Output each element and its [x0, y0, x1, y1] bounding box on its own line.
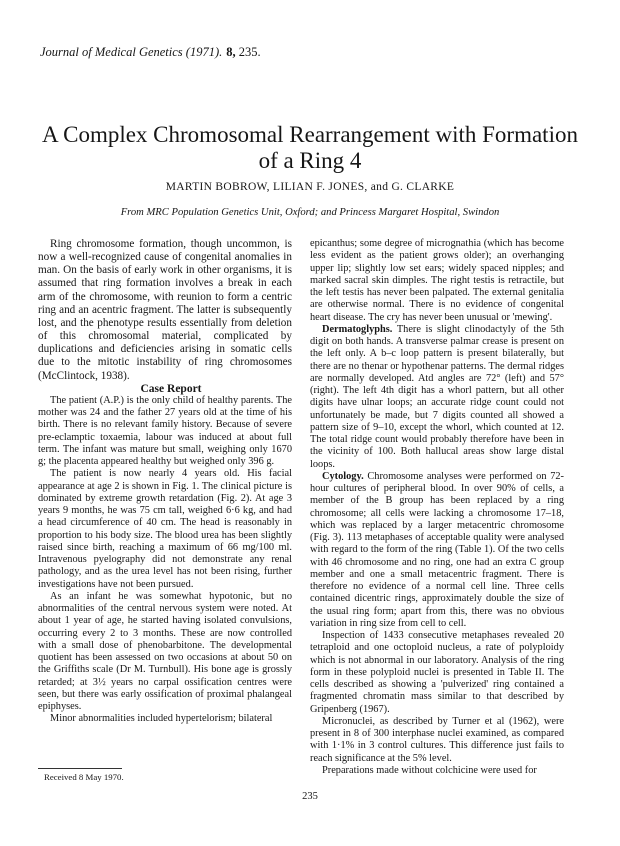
- run-in-heading-dermatoglyphs: Dermatoglyphs.: [322, 323, 393, 335]
- body-paragraph: As an infant he was somewhat hypotonic, but no abnormalities of the central nervous system were noted. At about 1 year of age, he started having isolated convulsions, occurring every 2 to 3 months. These are now controlled with a small dose of phenobarbitone. The developmental quotient has been assessed on two occasions at about 50 on the Griffiths scale (Dr M. Turnbull). His bone age is grossly retarded; at 3½ years no carpal ossification centres were seen, but there was early ossification of proximal phalangeal epiphyses.: [38, 590, 292, 713]
- body-paragraph: The patient is now nearly 4 years old. His facial appearance at age 2 is shown in Fig. 1. The clinical picture is dominated by extreme growth retardation (Fig. 2). At age 3 years 9 months, he was 75 cm tall, weighed 6·6 kg, and had a head circumference of 40 cm. The head is reasonably in proportion to his body size. The blood urea has been slightly raised since birth, reaching a maximum of 66 mg/100 ml. Intravenous pyelography did not demonstrate any renal pathology, and as the urea level has not been rising, further investigations have not been pursued.: [38, 468, 292, 590]
- page-number: 235: [302, 791, 318, 802]
- body-paragraph: Inspection of 1433 consecutive metaphases revealed 20 tetraploid and one octoploid nucleus, a rate of polyploidy which is not abnormal in our laboratory. Analysis of the ring form in these polyploid nuclei is presented in Table II. The cells described as showing a 'pulverized' ring contained a fragmented chromatin mass similar to that described by Gripenberg (1967).: [310, 630, 564, 715]
- body-paragraph: Micronuclei, as described by Turner et al (1962), were present in 8 of 300 interphase nuclei examined, as compared with 1·1% in 3 control cultures. This difference just fails to reach significance at the 5% level.: [310, 715, 564, 764]
- dermatoglyphs-text: There is slight clinodactyly of the 5th digit on both hands. A transverse palmar crease is present on the left only. A b–c loop pattern is present bilaterally, but there are no thenar or hypothenar patterns. The dermal ridges are normally developed. Atd angles are 72° (left) and 57° (right). The left 4th digit has a whorl pattern, but all other digits have ulnar loops; an accurate ridge count could not unfortunately be made, but 7 digits counted all showed a pattern size of 9–10, except the whorl, which counted at 12. The total ridge count would probably therefore have been in the vicinity of 100. Both hallucal areas show large distal loops.: [310, 323, 565, 470]
- journal-volume: 8,: [226, 45, 236, 59]
- cytology-text: Chromosome analyses were performed on 72-hour cultures of peripheral blood. In over 90% of cells, a member of the B group has been replaced by a ring chromosome; all cells were lacking a chromosome 17–18, which was replaced by a larger metacentric chromosome (Fig. 3). 113 metaphases of acceptable quality were analysed with regard to the form of the ring (Table 1). Of the two cells with 46 chromosome and no ring, one had an extra C group member and one a small metacentric fragment. There is therefore no evidence of a normal cell line. Three cells contained dicentric rings, approximately double the size of the usual ring form; apart from this, there was no obvious variation in ring size from cell to cell.: [310, 470, 564, 629]
- journal-name: Journal of Medical Genetics (1971).: [40, 45, 223, 59]
- abstract-paragraph: Ring chromosome formation, though uncommon, is now a well-recognized cause of congenital anomalies in man. On the basis of early work in other organisms, it is assumed that ring formation involves a break in each arm of the chromosome, with reunion to form a centric ring and an acentric fragment. The latter is subsequently lost, and the phenotype results essentially from deletion of this chromosomal material, complicated by duplications and deficiencies arising in somatic cells due to the mitotic instability of ring chromosomes (McClintock, 1938).: [38, 238, 292, 382]
- body-paragraph: Minor abnormalities included hypertelorism; bilateral: [50, 713, 273, 725]
- body-paragraph: Preparations made without colchicine were used for: [322, 764, 537, 776]
- article-authors: MARTIN BOBROW, LILIAN F. JONES, and G. CLARKE: [165, 181, 455, 193]
- left-column: [38, 238, 292, 726]
- cytology-paragraph: [310, 471, 564, 630]
- received-date: Received 8 May 1970.: [44, 772, 124, 782]
- body-paragraph: The patient (A.P.) is the only child of healthy parents. The mother was 24 and the father 27 years old at the time of his birth. There is no relevant family history. Because of severe pre-eclamptic toxaemia, labour was induced at about full term. The infant was mature but small, weighing only 1670 g; the placenta appeared healthy but weighed only 396 g.: [38, 394, 292, 468]
- article-affiliation: From MRC Population Genetics Unit, Oxford; and Princess Margaret Hospital, Swindon: [120, 207, 500, 218]
- journal-citation: [40, 45, 261, 60]
- journal-page-ref: 235.: [238, 45, 261, 59]
- body-paragraph: epicanthus; some degree of micrognathia (which has become less evident as the patient grows older); an overhanging upper lip; slightly low set ears; widely spaced nipples; and marked sacral skin dimples. The right testis is retractile, but the left testis has never been palpated. The external genitalia are otherwise normal. There is no evidence of congenital heart disease. The cry has never been unusual or 'mewing'.: [310, 238, 564, 323]
- right-column: [310, 238, 564, 777]
- section-heading-case-report: Case Report: [140, 382, 202, 395]
- footnote-rule: [38, 768, 122, 769]
- dermatoglyphs-paragraph: [310, 324, 564, 471]
- article-title: A Complex Chromosomal Rearrangement with Formation of a Ring 4: [42, 122, 578, 173]
- run-in-heading-cytology: Cytology.: [322, 470, 364, 482]
